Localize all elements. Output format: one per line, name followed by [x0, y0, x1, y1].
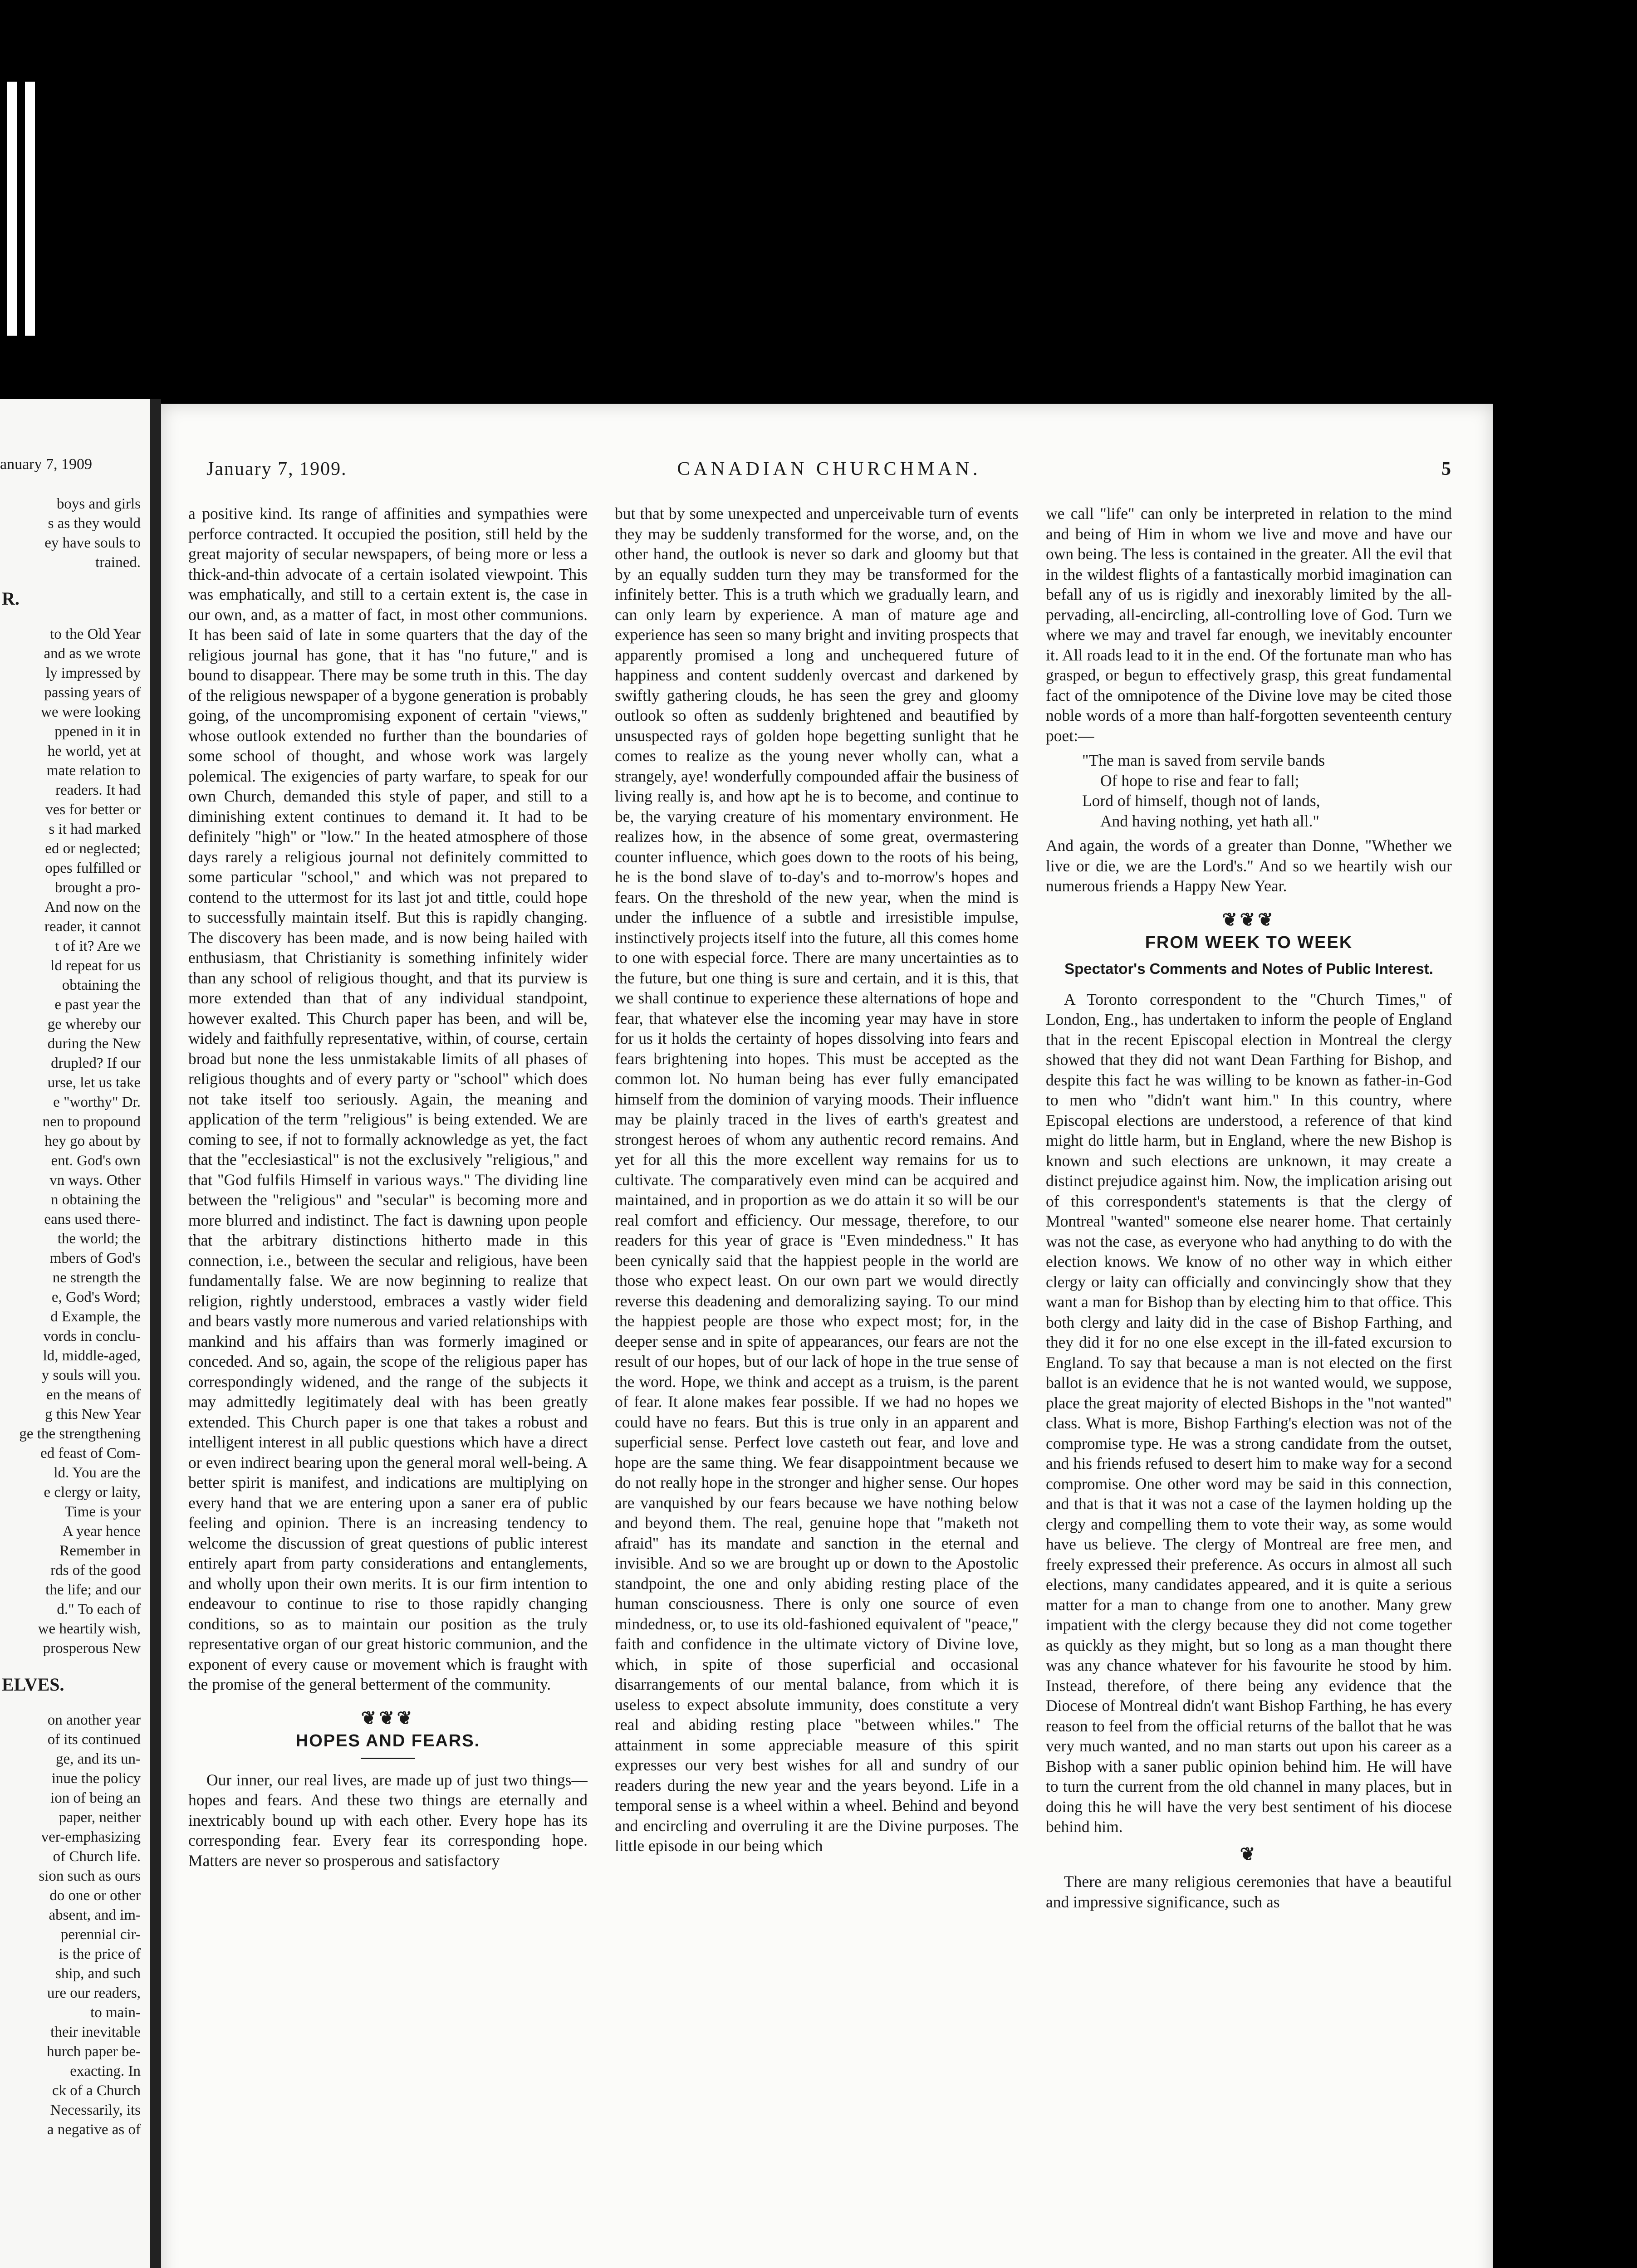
previous-page-line: ppened in it in	[54, 723, 141, 740]
section-heading-hopes-and-fears: HOPES AND FEARS.	[295, 1731, 480, 1750]
previous-page-line: vn ways. Other	[49, 1172, 141, 1188]
previous-page-line: he world, yet at	[47, 743, 141, 759]
previous-page-line: s it had marked	[49, 821, 141, 837]
previous-page-line: a negative as of	[47, 2121, 141, 2138]
column-2	[615, 503, 1019, 2268]
previous-page-line: en the means of	[46, 1387, 141, 1403]
previous-page-line: n obtaining the	[51, 1192, 141, 1208]
previous-page-line: d." To each of	[57, 1601, 141, 1618]
previous-page-line: Necessarily, its	[50, 2102, 141, 2118]
previous-page-line: is the price of	[59, 1946, 141, 1962]
previous-page-fragment	[0, 399, 150, 2268]
previous-page-line: ge the strengthening	[19, 1426, 141, 1442]
previous-page-line: passing years of	[44, 684, 141, 701]
newspaper-page	[161, 404, 1493, 2268]
ornament: ❦❦❦	[1222, 909, 1276, 930]
previous-page-line: paper, neither	[59, 1809, 141, 1826]
column-3-paragraph-4: There are many religious ceremonies that have a beautiful and impressive significance, such as	[1046, 1872, 1452, 1911]
header-date: January 7, 1909.	[206, 459, 347, 479]
previous-page-line: inue the policy	[51, 1770, 141, 1787]
previous-page-line: hey go about by	[44, 1133, 141, 1149]
previous-page-line: rds of the good	[50, 1562, 141, 1579]
previous-page-line: ey have souls to	[44, 535, 141, 551]
page-number: 5	[1441, 459, 1452, 479]
previous-page-line: ld repeat for us	[50, 958, 141, 974]
previous-page-line: s as they would	[48, 515, 141, 532]
previous-page-line: ld. You are the	[54, 1465, 141, 1481]
previous-page-line: we were looking	[41, 704, 141, 720]
column-1-paragraph: a positive kind. Its range of affinities and sympathies were perforce contracted. It occupied the position, still held by the great majority of secular newspapers, of being more or less a thick-and-thin advocate of a certain isolated viewpoint. This was emphatically, and still to a certain extent is, the case in our own, and, as a matter of fact, in most other communions. It has been said of late in some quarters that the day of the religious journal has gone, that it has "no future," and is bound to disappear. There may be some truth in this. The day of the religious newspaper of a bygone generation is probably going, of the uncompromising exponent of certain "views," whose outlook extended no further than the boundaries of some school of thought, and whose work was largely polemical. The exigencies of party warfare, to speak for our own Church, demanded this style of paper, and still to a diminishing extent continues to demand it. It had to be definitely "high" or "low." In the heated atmosphere of those days rarely a religious journal not definitely committed to some particular "school," and which was not prepared to contend to the uttermost for its last jot and tittle, could hope to successfully maintain itself. But this is rapidly changing. The discovery has been made, and is now being hailed with enthusiasm, that Christianity is something infinitely wider than any school of religious thought, and that its purview is more extended than that of any individual standpoint, however exalted. This Church paper has been, and will be, widely and faithfully representative, within, of course, certain broad but none the less unmistakable limits of all phases of religious thoughts and of every party or "school" which does not take itself too seriously. Again, the meaning and application of the term "religious" is being extended. We are coming to see, if not to formally acknowledge as yet, the fact that the "ecclesiastical" is not the exclusively "religious," and that "God fulfils Himself in various ways." The dividing line between the "religious" and "secular" is becoming more and more blurred and indistinct. The fact is dawning upon people that the arbitrary distinctions hitherto made in this connection, i.e., between the secular and religious, have been fundamentally false. We are now beginning to realize that religion, rightly understood, embraces a vastly wider field and bears vastly more numerous and varied relationships with mankind and his affairs than was formerly imagined or conceded. And so, again, the scope of the religious paper has correspondingly widened, and the range of the subjects it may admittedly legitimately deal with has been greatly extended. This Church paper is one that takes a robust and intelligent interest in all public questions which have a direct or even indirect bearing upon the general moral well-being. A better spirit is manifest, and indications are multiplying on every hand that we are entering upon a saner era of public feeling and opinion. There is an increasing tendency to welcome the discussion of great questions of public interest entirely apart from party considerations and entanglements, and wholly upon their own merits. It is our firm intention to endeavour to continue to rise to those rapidly changing conditions, so as to maintain our position as the truly representative organ of our great historic communion, and the exponent of every cause or movement which is fraught with the promise of the general betterment of the community.	[188, 504, 588, 1693]
previous-page-line: And now on the	[44, 899, 141, 915]
poem-line: And having nothing, yet hath all."	[1100, 811, 1319, 830]
previous-page-line: and as we wrote	[44, 645, 141, 662]
poem-line: Lord of himself, though not of lands,	[1082, 792, 1320, 810]
hopes-and-fears-paragraph: Our inner, our real lives, are made up of just two things—hopes and fears. And these two things are eternally and inextricably bound up with each other. Every hope has its corresponding fear. Every fear its corresponding hope. Matters are never so prosperous and satisfactory	[188, 1770, 588, 1870]
previous-page-line: ge whereby our	[47, 1016, 141, 1032]
previous-page-line: obtaining the	[62, 977, 141, 993]
previous-page-line: e past year the	[54, 997, 141, 1013]
previous-page-lines-top	[0, 494, 150, 572]
page-gutter	[150, 399, 161, 2268]
previous-page-line: e, God's Word;	[51, 1289, 141, 1305]
previous-page-line: g this New Year	[45, 1406, 141, 1422]
previous-page-line: on another year	[47, 1712, 141, 1728]
previous-page-line: to main-	[90, 2004, 141, 2021]
previous-page-line: ure our readers,	[47, 1985, 141, 2001]
previous-page-line: ld, middle-aged,	[43, 1348, 141, 1364]
section-subheading: Spectator's Comments and Notes of Public Interest.	[1064, 960, 1433, 977]
previous-page-line: nen to propound	[42, 1114, 141, 1130]
previous-page-line: eans used there-	[44, 1211, 141, 1227]
previous-page-line: ver-emphasizing	[41, 1829, 141, 1845]
heading-rule	[361, 1758, 415, 1759]
previous-page-line: A year hence	[62, 1523, 141, 1540]
poem-line: "The man is saved from servile bands	[1082, 751, 1325, 769]
previous-page-line: readers. It had	[55, 782, 141, 798]
previous-page-heading-2: ELVES.	[2, 1674, 64, 1695]
previous-page-line: boys and girls	[56, 496, 141, 512]
previous-page-line: ck of a Church	[52, 2082, 141, 2099]
column-3-paragraph-2: And again, the words of a greater than Donne, "Whether we live or die, we are the Lord's." And so we heartily wish our numerous friends a Happy New Year.	[1046, 836, 1452, 895]
previous-page-line: ly impressed by	[46, 665, 141, 681]
film-edge-mark-top-1	[7, 82, 17, 336]
column-1	[188, 503, 588, 2268]
previous-page-line: reader, it cannot	[44, 919, 141, 935]
previous-page-line: the life; and our	[45, 1582, 141, 1598]
ornament: ❦❦❦	[361, 1707, 415, 1728]
previous-page-line: their inevitable	[50, 2024, 141, 2040]
previous-page-line: trained.	[95, 554, 141, 571]
previous-page-date: anuary 7, 1909	[0, 456, 93, 473]
previous-page-text	[0, 494, 150, 2140]
previous-page-line: ge, and its un-	[56, 1751, 141, 1767]
previous-page-line: brought a pro-	[55, 880, 141, 896]
previous-page-line: opes fulfilled or	[45, 860, 141, 876]
previous-page-line: drupled? If our	[51, 1055, 141, 1071]
previous-page-line: e "worthy" Dr.	[53, 1094, 141, 1110]
previous-page-heading-1: R.	[2, 588, 20, 609]
column-3	[1046, 503, 1452, 2268]
previous-page-line: during the New	[47, 1036, 141, 1052]
previous-page-line: do one or other	[49, 1887, 141, 1904]
previous-page-line: ed or neglected;	[45, 841, 141, 857]
page-header	[206, 458, 1452, 485]
previous-page-line: of its continued	[47, 1731, 141, 1748]
previous-page-line: ship, and such	[55, 1965, 141, 1982]
film-edge-mark-top-2	[25, 82, 35, 336]
previous-page-line: vords in conclu-	[43, 1328, 141, 1344]
previous-page-line: Time is your	[64, 1504, 141, 1520]
previous-page-lines-bottom	[0, 1711, 150, 2140]
section-heading-from-week-to-week: FROM WEEK TO WEEK	[1145, 933, 1353, 952]
previous-page-line: the world; the	[57, 1231, 141, 1247]
poem-quote	[1082, 750, 1452, 831]
previous-page-line: e clergy or laity,	[44, 1484, 141, 1501]
previous-page-line: mbers of God's	[49, 1250, 141, 1266]
previous-page-line: prosperous New	[43, 1640, 141, 1657]
previous-page-line: mate relation to	[46, 763, 141, 779]
previous-page-line: sion such as ours	[39, 1868, 141, 1884]
column-3-paragraph-3: A Toronto correspondent to the "Church Times," of London, Eng., has undertaken to inform the people of England that in the recent Episcopal election in Montreal the clergy showed that they did not want Dean Farthing for Bishop, and despite this fact he was willing to be known as father-in-God to men who "didn't want him." In this country, where Episcopal elections are understood, a reference of that kind might do little harm, but in England, where the new Bishop is known and such elections are unknown, it may create a distinct prejudice against him. Now, the implication arising out of this correspondent's statements is that the clergy of Montreal "wanted" someone else nearer home. That certainly was not the case, as everyone who had anything to do with the election knows. We know of no other way in which either clergy or laity can officially and convincingly show that they want a man for Bishop than by electing him to that office. This both clergy and laity did in the case of Bishop Farthing, and they did it for no one else except in the ill-fated excursion to England. To say that because a man is not elected on the first ballot is an evidence that he is not wanted would, we suppose, place the great majority of elected Bishops in the "not wanted" class. What is more, Bishop Farthing's election was not of the compromise type. He was a strong candidate from the outset, and his friends refused to desert him to make way for a second compromise. One other word may be said in this connection, and that is that it was not a case of the laymen holding up the clergy and compelling them to vote their way, as some would have us believe. The clergy of Montreal are free men, and freely expressed their preference. As occurs in almost all such elections, many candidates appeared, and it is quite a serious matter for a man to change from one to another. Many grew impatient with the clergy because they did not come together as quickly as they might, but so long as a man thought there was any chance whatever for his favourite he stood by him. Instead, therefore, of there being any evidence that the Diocese of Montreal didn't want Bishop Farthing, he has every reason to feel from the official returns of the ballot that he was very much wanted, and no man starts out upon his career as a Bishop with a saner public opinion behind him. He will have to turn the current from the old channel in many places, but in doing this he will have the very best sentiment of his diocese behind him.	[1046, 990, 1452, 1836]
previous-page-line: ves for better or	[45, 802, 141, 818]
previous-page-line: ne strength the	[52, 1270, 141, 1286]
previous-page-line: d Example, the	[50, 1309, 141, 1325]
previous-page-line: we heartily wish,	[38, 1621, 141, 1637]
previous-page-line: ed feast of Com-	[40, 1445, 141, 1461]
previous-page-line: exacting. In	[70, 2063, 141, 2079]
previous-page-line: hurch paper be-	[46, 2043, 141, 2060]
previous-page-line: urse, let us take	[47, 1075, 141, 1091]
previous-page-line: to the Old Year	[50, 626, 141, 642]
previous-page-line: absent, and im-	[49, 1907, 141, 1923]
column-2-paragraph: but that by some unexpected and unperceivable turn of events they may be suddenly transformed for the worse, and, on the other hand, the outlook is never so dark and gloomy but that by an equally sudden turn they may be transformed for the infinitely better. This is a truth which we gradually learn, and can only learn by experience. A man of mature age and experience has seen so many bright and inviting prospects that apparently promised a long and unchequered future of happiness and content suddenly overcast and darkened by swiftly gathering clouds, he has seen the grey and gloomy outlook so often as suddenly brightened and beautified by unsuspected rays of golden hope begetting sunlight that he comes to realize as the young never wholly can, what a strangely, aye! wonderfully compounded affair the business of living really is, and how apt he is to become, and continue to be, the varying creature of his momentary environment. He realizes how, in the absence of some great, overmastering counter influence, which goes down to the roots of his being, he is the bond slave of to-day's and to-morrow's hopes and fears. On the threshold of the new year, when the mind is under the influence of a subtle and irresistible impulse, instinctively projects itself into the future, all this comes home to one with especial force. There are many uncertainties as to the future, but one thing is sure and certain, and it is this, that we shall continue to experience these alternations of hope and fear, that whatever else the incoming year may have in store for us it holds the certainty of hopes dissolving into fears and fears brightening into hopes. This must be accepted as the common lot. No human being has ever fully emancipated himself from the dominion of varying moods. Their influence may be plainly traced in the lives of earth's greatest and strongest heroes of whom any authentic record remains. And yet for all this the more excellent way remains for us to cultivate. The comparatively even mind can be acquired and maintained, and in proportion as we do attain it so will be our real comfort and efficiency. Our message, therefore, to our readers for this year of grace is "Even mindedness." It has been cynically said that the happiest people in the world are those who expect least. On our own part we would directly reverse this deadening and demoralizing saying. To our mind the happiest people are those who expect most; for, in the deeper sense and in spite of appearances, our fears are not the result of our hopes, but of our lack of hope in the true sense of the word. Hope, we think and accept as a truism, is the parent of fear. It alone makes fear possible. If we had no hopes we could have no fears. But this is true only in an apparent and superficial sense. Perfect love casteth out fear, and love and hope are the same thing. We fear disappointment because we do not really hope in the stronger and higher sense. Our hopes are vanquished by our fears because we have nothing below and beyond them. The real, genuine hope that "maketh not afraid" has its mandate and sanction in the eternal and invisible. And so we are brought up or down to the Apostolic standpoint, the one and only abiding resting place of the human consciousness. There is only one source of even mindedness, or, to use its old-fashioned equivalent of "peace," faith and confidence in the ultimate victory of Divine love, which, in spite of those superficial and occasional disarrangements of our mental balance, from which it is useless to expect absolute immunity, does constitute a very real and abiding resting place "between whiles." The attainment in some appreciable measure of this spirit expresses our very best wishes for all and sundry of our readers during the new year and the years beyond. Life in a temporal sense is a wheel within a wheel. Behind and beyond and encircling and overruling it are the Divine purposes. The little episode in our being which	[615, 504, 1019, 1855]
header-title: CANADIAN CHURCHMAN.	[677, 459, 981, 479]
previous-page-line: Remember in	[59, 1543, 141, 1559]
previous-page-line: y souls will you.	[41, 1367, 141, 1383]
previous-page-line: perennial cir-	[60, 1926, 141, 1943]
previous-page-line: of Church life.	[53, 1848, 141, 1865]
ornament-small: ❦	[1240, 1843, 1258, 1864]
previous-page-line: t of it? Are we	[55, 938, 141, 954]
previous-page-line: ent. God's own	[51, 1153, 141, 1169]
previous-page-line: ion of being an	[50, 1790, 141, 1806]
column-3-paragraph-1: we call "life" can only be interpreted in relation to the mind and being of Him in whom we live and move and have our own being. The less is contained in the greater. All the evil that in the wildest flights of a fantastically morbid imagination can befall any of us is rigidly and inexorably limited by the all-pervading, all-encircling, all-controlling love of God. Turn we where we may and travel far enough, we inevitably encounter it. All roads lead to it in the end. Of the fortunate man who has grasped, or begun to effectively grasp, this great fundamental fact of the omnipotence of the Divine love may be cited those noble words of a more than half-forgotten seventeenth century poet:—	[1046, 504, 1452, 745]
previous-page-lines-mid	[0, 625, 150, 1658]
poem-line: Of hope to rise and fear to fall;	[1100, 771, 1299, 790]
